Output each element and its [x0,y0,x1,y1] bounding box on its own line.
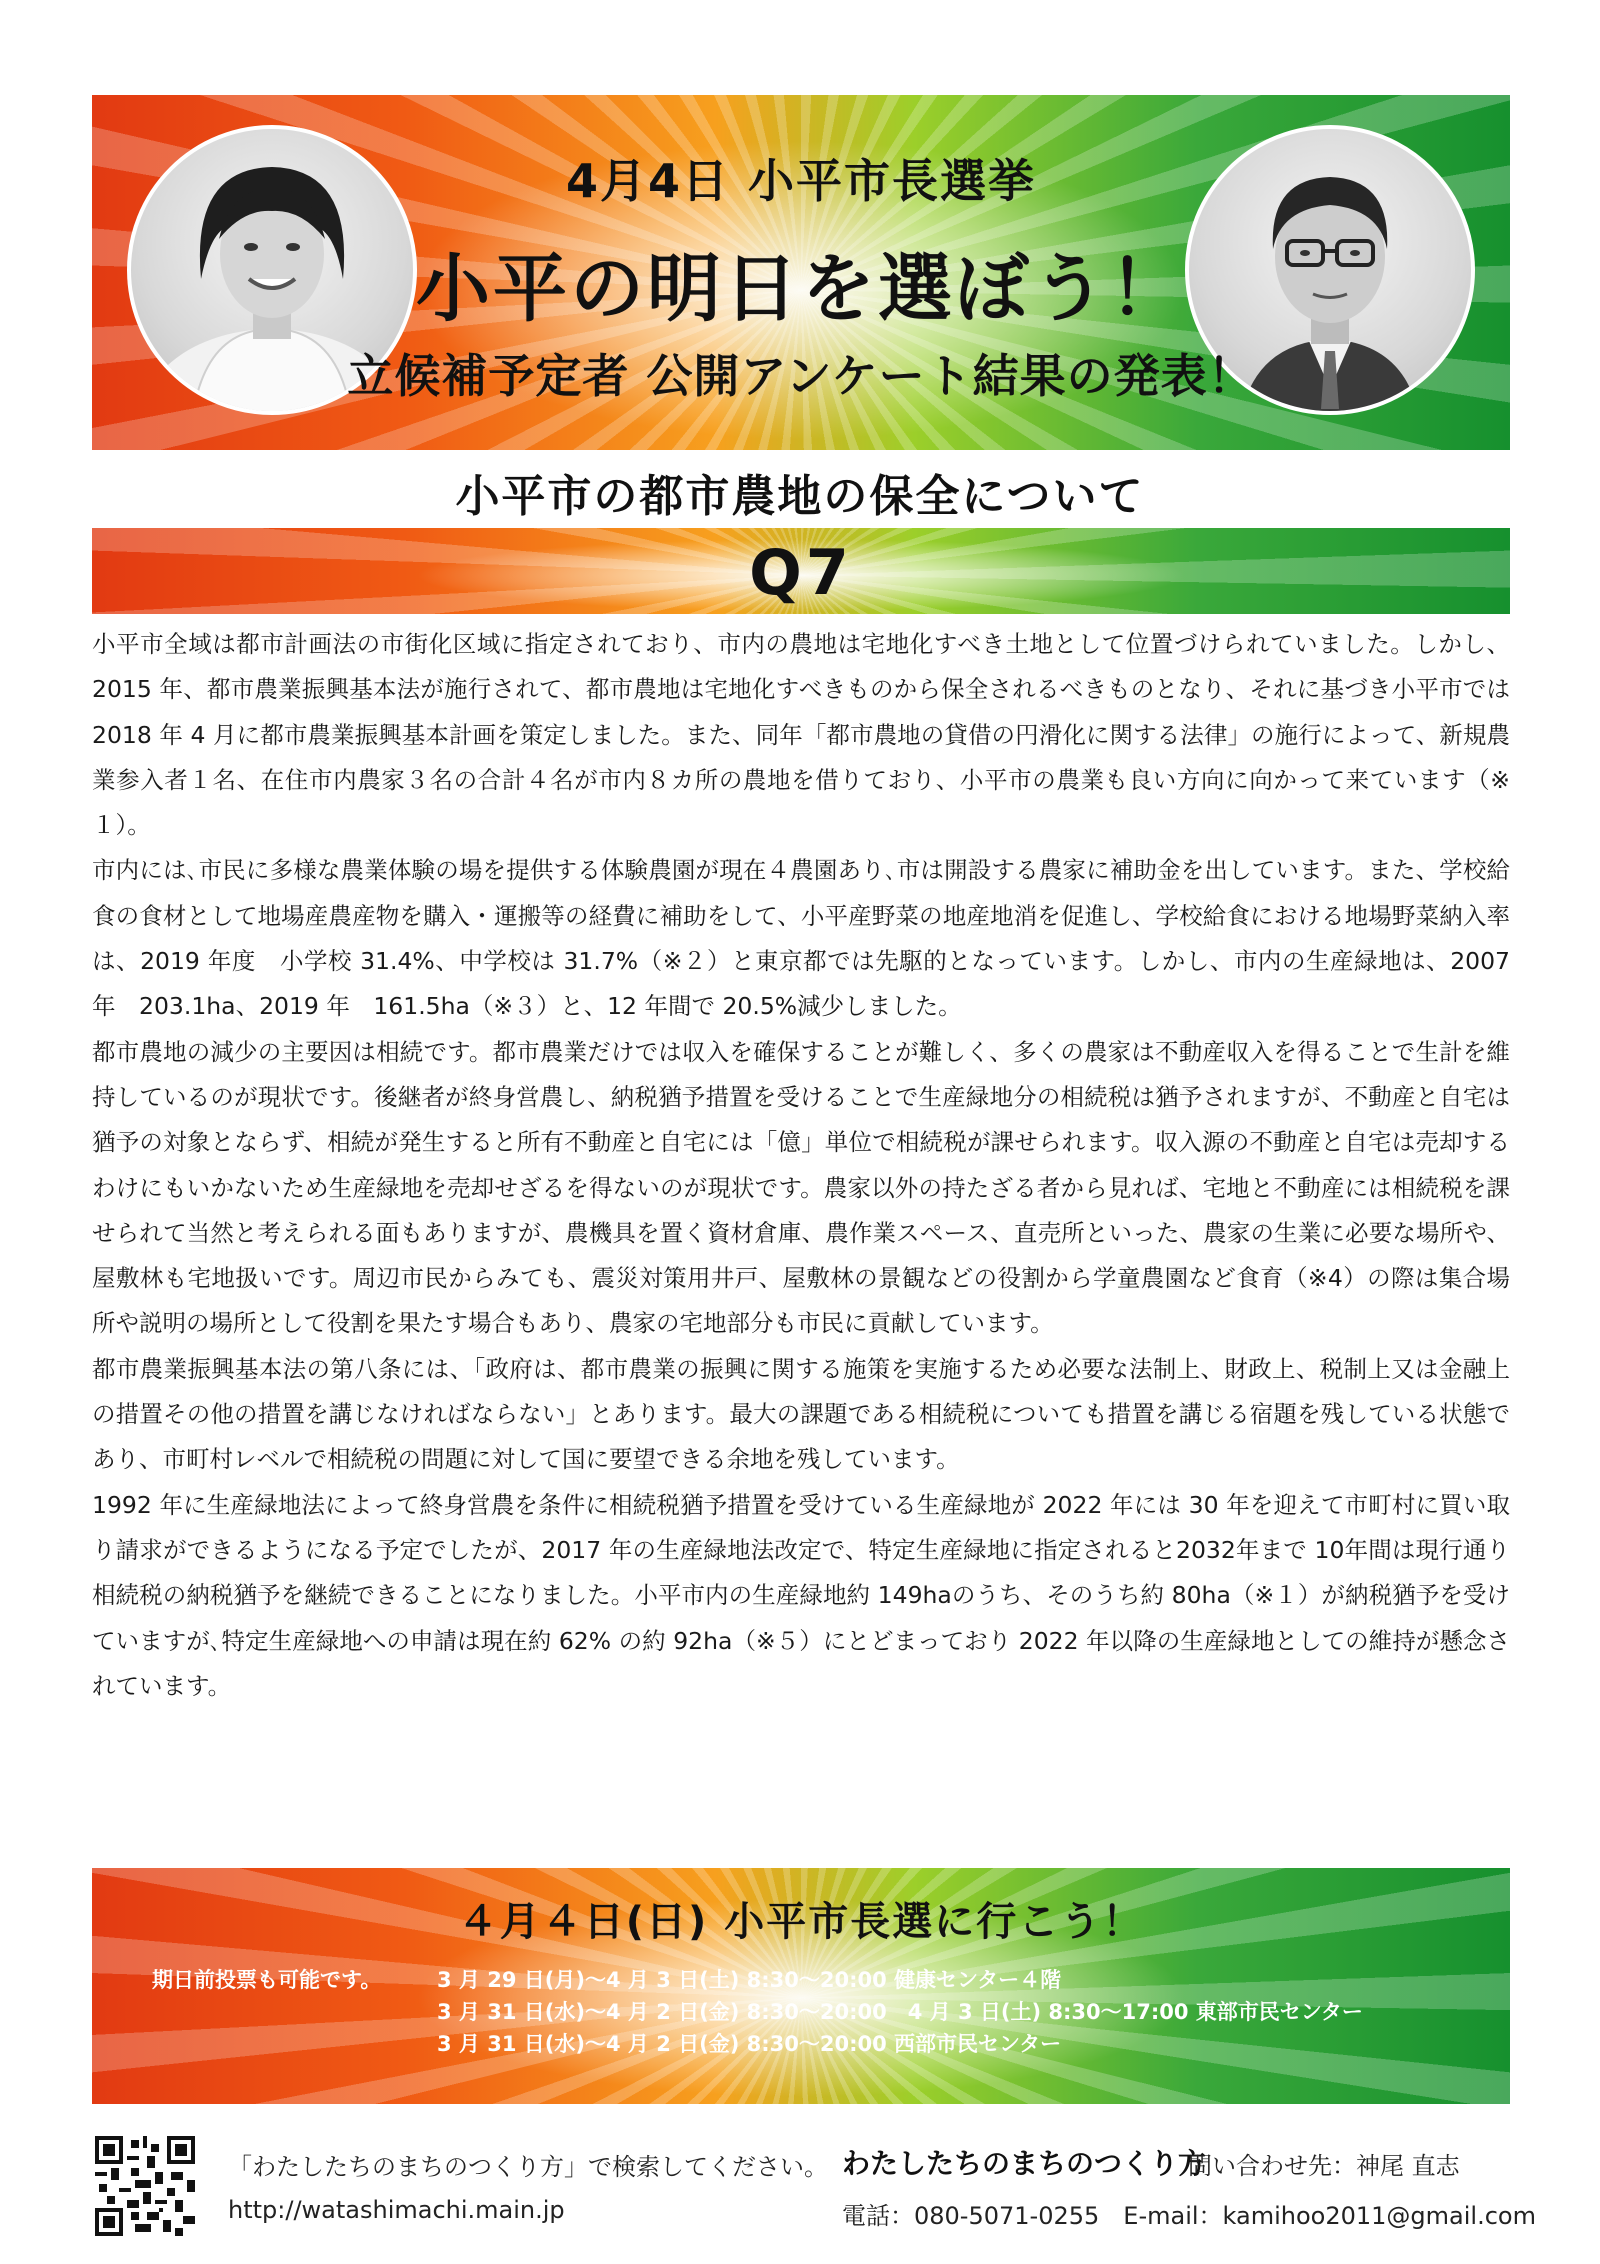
voting-schedule-line: 3 月 31 日(水)～4 月 2 日(金) 8:30～20:00 西部市民センター [437,2032,1062,2056]
question-label: Q7 [749,536,853,609]
qr-code-icon[interactable] [95,2136,195,2236]
election-date-heading: 4月4日 小平市長選挙 [565,154,1037,208]
survey-subtitle: 立候補予定者 公開アンケート結果の発表！ [347,349,1255,403]
header-banner [92,95,1510,450]
main-title: 小平の明日を選ぼう！ [416,246,1186,332]
body-paragraph: 1992 年に生産緑地法によって終身営農を条件に相続税猶予措置を受けている生産緑地が 2022 年には 30 年を迎えて市町村に買い取り請求ができるようになる予定でしたが、2017 年の生産緑地法改定で、特定生産緑地に指定されると2032年まで 10年間は現行通り相続税の納税猶予を継続できることになりました。小平市内の生産緑地約 149haのうち、そのうち約 80ha（※１）が納税猶予を受けていますが､特定生産緑地への申請は現在約 62% の約 92ha（※５）にとどまっており 2022 年以降の生産緑地としての維持が懸念されています。 [92,1490,1510,1700]
body-paragraph: 市内には､市民に多様な農業体験の場を提供する体験農園が現在４農園あり､市は開設する農家に補助金を出しています。また、学校給食の食材として地場産農産物を購入・運搬等の経費に補助をして、小平産野菜の地産地消を促進し、学校給食における地場野菜納入率は、2019 年度 小学校 31.4%、中学校は 31.7%（※２）と東京都では先駆的となっています。しかし、市内の生産緑地は、2007 年 203.1ha、2019 年 161.5ha（※３）と、12 年間で 20.5%減少しました。 [92,856,1510,1021]
early-voting-label: 期日前投票も可能です。 [152,1968,382,1992]
search-hint: 「わたしたちのまちのつくり方」で検索してください。 [228,2153,828,2181]
organization-name: わたしたちのまちのつくり方 [842,2147,1207,2180]
vote-call-title: ４月４日(日) 小平市長選に行こう！ [457,1899,1145,1945]
voting-schedule-line: 3 月 31 日(水)～4 月 2 日(金) 8:30～20:00 4 月 3 日(土) 8:30～17:00 東部市民センター [437,2000,1363,2024]
body-paragraph: 都市農業振興基本法の第八条には、「政府は、都市農業の振興に関する施策を実施するため必要な法制上、財政上、税制上又は金融上の措置その他の措置を講じなければならない」とあります。最大の課題である相続税についても措置を講じる宿題を残している状態であり、市町村レベルで相続税の問題に対して国に要望できる余地を残しています。 [92,1354,1510,1474]
vote-banner [92,1868,1510,2104]
question-banner [92,528,1510,614]
topic-title: 小平市の都市農地の保全について [455,471,1145,522]
body-paragraph: 都市農地の減少の主要因は相続です。都市農業だけでは収入を確保することが難しく、多くの農家は不動産収入を得ることで生計を維持しているのが現状です。後継者が終身営農し、納税猶予措置を受けることで生産緑地分の相続税は猶予されますが、不動産と自宅は猶予の対象とならず、相続が発生すると所有不動産と自宅には「億」単位で相続税が課せられます。収入源の不動産と自宅は売却するわけにもいかないため生産緑地を売却せざるを得ないのが現状です。農家以外の持たざる者から見れば、宅地と不動産には相続税を課せられて当然と考えられる面もありますが、農機具を置く資材倉庫、農作業スペース、直売所といった、農家の生業に必要な場所や、屋敷林も宅地扱いです。周辺市民からみても、震災対策用井戸、屋敷林の景観などの役割から学童農園など食育（※4）の際は集合場所や説明の場所として役割を果たす場合もあり、農家の宅地部分も市民に貢献しています。 [92,1037,1510,1338]
article-body [92,622,1510,1709]
voting-schedule-line: 3 月 29 日(月)～4 月 3 日(土) 8:30～20:00 健康センター４階 [437,1968,1062,1992]
contact-phone-email[interactable]: 電話：080-5071-0255 E-mail：kamihoo2011@gmail.com [842,2202,1536,2230]
contact-person: 問い合わせ先：神尾 直志 [1188,2152,1460,2180]
website-url[interactable]: http://watashimachi.main.jp [228,2196,565,2224]
body-paragraph: 小平市全域は都市計画法の市街化区域に指定されており、市内の農地は宅地化すべき土地として位置づけられていました。しかし、2015 年、都市農業振興基本法が施行されて、都市農地は宅地化すべきものから保全されるべきものとなり、それに基づき小平市では 2018 年 4 月に都市農業振興基本計画を策定しました。また、同年「都市農地の貸借の円滑化に関する法律」の施行によって、新規農業参入者１名、在住市内農家３名の合計４名が市内８カ所の農地を借りており、小平市の農業も良い方向に向かって来ています（※１）。 [92,630,1510,840]
